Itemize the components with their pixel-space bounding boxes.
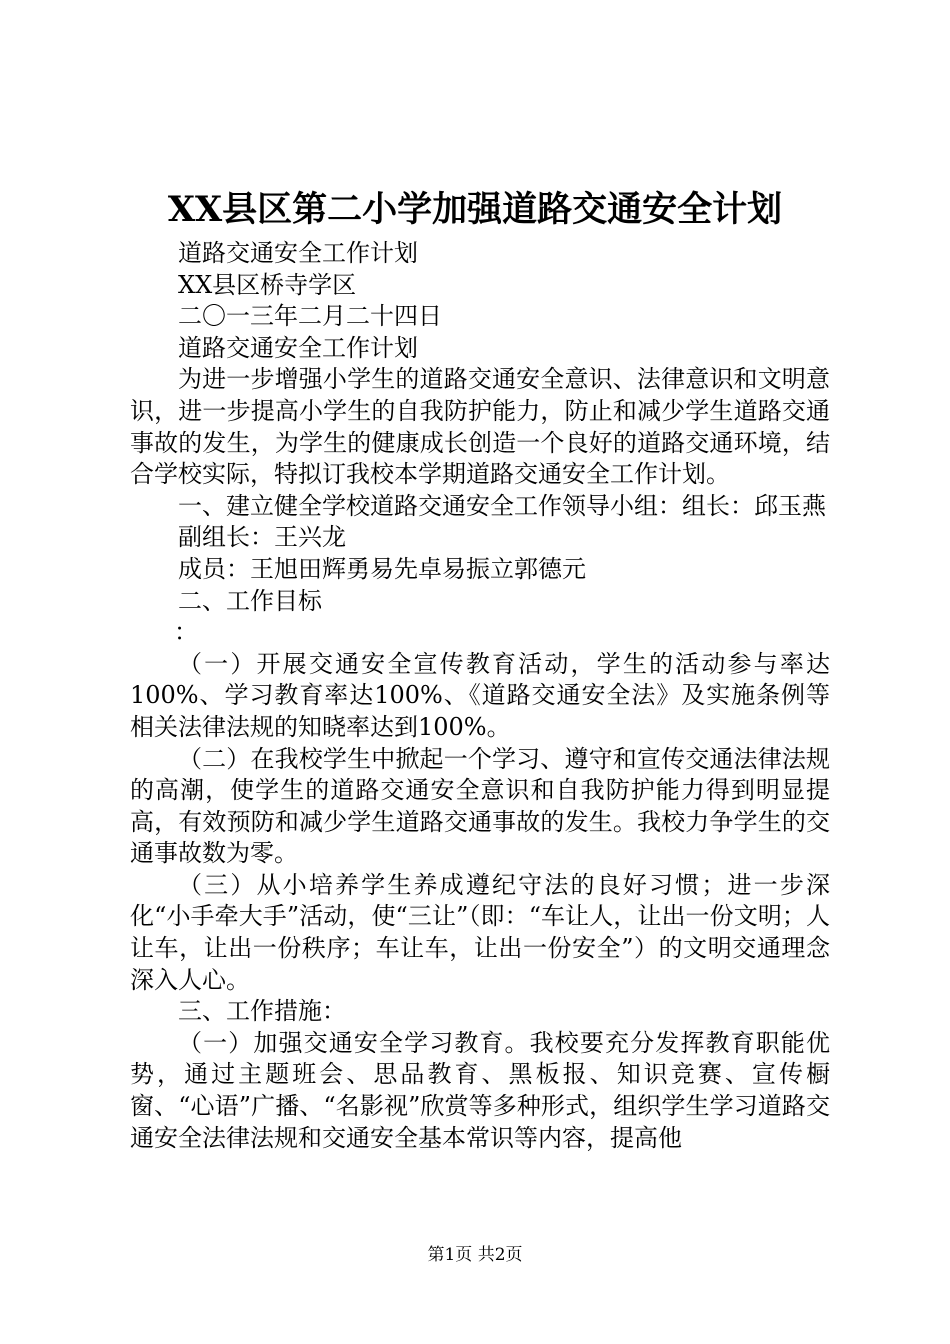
paragraph-school-district: XX县区桥寺学区 bbox=[178, 270, 357, 299]
paragraph-intro: 为进一步增强小学生的道路交通安全意识、法律意识和文明意识，进一步提高小学生的自我防护能力，防止和减少学生道路交通事故的发生，为学生的健康成长创造一个良好的道路交通环境，结合学校实际，特拟订我校本学期道路交通安全工作计划。 bbox=[130, 365, 830, 489]
paragraph-section-3: 三、工作措施： bbox=[178, 997, 346, 1026]
paragraph-colon: ： bbox=[174, 618, 198, 647]
document-body bbox=[130, 238, 830, 1154]
paragraph-section-1: 一、建立健全学校道路交通安全工作领导小组：组长：邱玉燕 bbox=[178, 491, 826, 520]
paragraph-goal-3: （三）从小培养学生养成遵纪守法的良好习惯；进一步深化“小手牵大手”活动，使“三让”（即：“车让人，让出一份文明；人让车，让出一份秩序；车让车，让出一份安全”）的文明交通理念深入人心。 bbox=[130, 870, 830, 994]
paragraph-measure-1: （一）加强交通安全学习教育。我校要充分发挥教育职能优势，通过主题班会、思品教育、黑板报、知识竞赛、宣传橱窗、“心语”广播、“名影视”欣赏等多种形式，组织学生学习道路交通安全法律法规和交通安全基本常识等内容，提高他 bbox=[130, 1028, 830, 1152]
paragraph-members: 成员：王旭田辉勇易先卓易振立郭德元 bbox=[178, 554, 586, 583]
paragraph-deputy-leader: 副组长：王兴龙 bbox=[178, 523, 346, 552]
paragraph-plan-heading: 道路交通安全工作计划 bbox=[178, 333, 418, 362]
paragraph-plan-name: 道路交通安全工作计划 bbox=[178, 239, 418, 267]
paragraph-goal-2: （二）在我校学生中掀起一个学习、遵守和宣传交通法律法规的高潮，使学生的道路交通安全意识和自我防护能力得到明显提高，有效预防和减少学生道路交通事故的发生。我校力争学生的交通事故数为零。 bbox=[130, 744, 830, 868]
page-indicator: 第1页 共2页 bbox=[427, 1245, 523, 1265]
paragraph-section-2: 二、工作目标 bbox=[178, 586, 322, 615]
paragraph-goal-1: （一）开展交通安全宣传教育活动，学生的活动参与率达100%、学习教育率达100%、《道路交通安全法》及实施条例等相关法律法规的知晓率达到100%。 bbox=[130, 649, 830, 741]
document-title: XX县区第二小学加强道路交通安全计划 bbox=[167, 189, 783, 230]
paragraph-date: 二〇一三年二月二十四日 bbox=[178, 302, 442, 331]
